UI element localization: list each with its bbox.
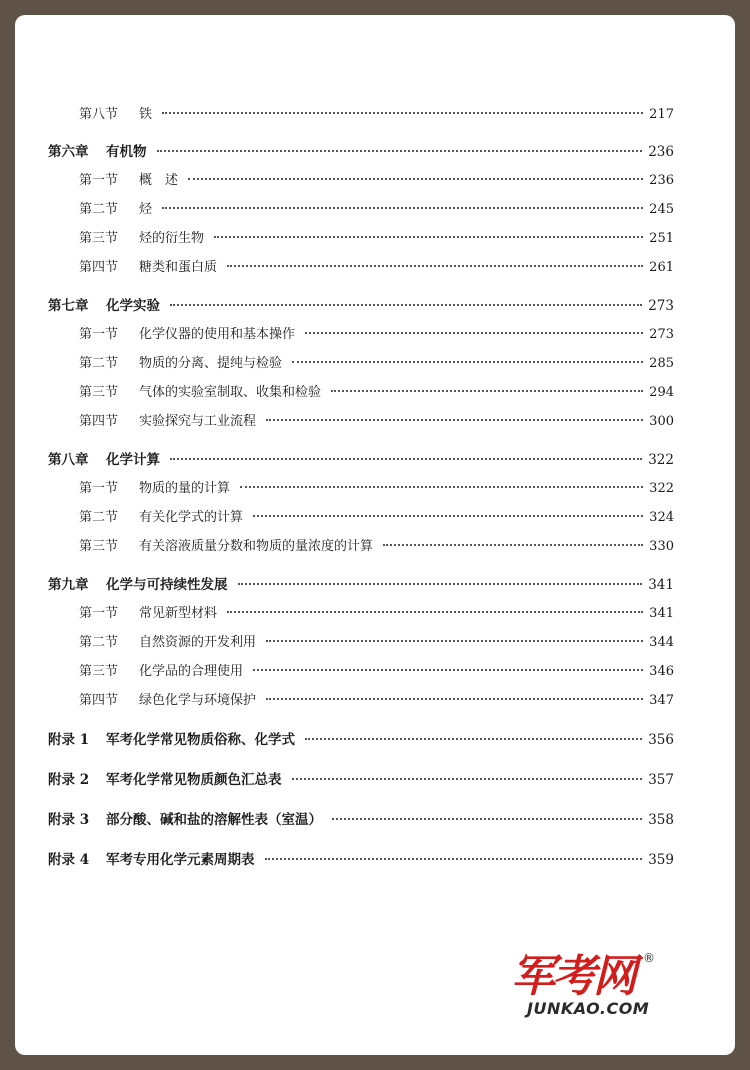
toc-entry-page-number: 330	[649, 539, 674, 554]
toc-entry-title: 化学实验	[106, 298, 160, 314]
dot-leader	[305, 737, 642, 740]
dot-leader	[266, 418, 643, 421]
toc-entry-number: 第四节	[79, 693, 119, 708]
toc-entry-number: 第三节	[79, 231, 119, 246]
registered-mark: ®	[643, 951, 655, 965]
toc-entry-number: 第二节	[79, 356, 119, 371]
toc-entry-title: 军考专用化学元素周期表	[106, 852, 255, 868]
dot-leader	[331, 389, 643, 392]
toc-entry-title: 化学仪器的使用和基本操作	[139, 327, 296, 342]
toc-entry-title: 化学与可持续性发展	[106, 577, 228, 593]
toc-entry-number: 第七章	[48, 298, 89, 314]
toc-entry-title: 有机物	[106, 144, 147, 160]
toc-entry-number: 第三节	[79, 385, 119, 400]
toc-chapter-entry[interactable]	[48, 143, 674, 161]
toc-entry-title: 实验探究与工业流程	[139, 414, 257, 429]
toc-entry-page-number: 322	[648, 452, 674, 468]
dot-leader	[292, 360, 643, 363]
toc-entry-number: 第一节	[79, 173, 119, 188]
toc-entry-number: 第三节	[79, 539, 119, 554]
toc-entry-number: 第一节	[79, 481, 119, 496]
toc-section-entry[interactable]	[48, 106, 674, 124]
toc-chapter-entry[interactable]	[48, 771, 674, 789]
toc-entry-page-number: 324	[649, 510, 674, 525]
dot-leader	[332, 817, 642, 820]
dot-leader	[214, 235, 643, 238]
toc-entry-title: 军考化学常见物质颜色汇总表	[106, 772, 282, 788]
toc-entry-page-number: 346	[649, 664, 674, 679]
toc-entry-title: 烃	[139, 202, 153, 217]
dot-leader	[266, 697, 643, 700]
toc-entry-number: 第四节	[79, 414, 119, 429]
dot-leader	[170, 303, 642, 306]
toc-section-entry[interactable]	[48, 326, 674, 344]
toc-entry-number: 第八节	[79, 107, 119, 122]
toc-entry-page-number: 300	[649, 414, 674, 429]
toc-section-entry[interactable]	[48, 201, 674, 219]
toc-entry-number: 附录 4	[48, 852, 90, 868]
toc-entry-page-number: 245	[649, 202, 674, 217]
toc-section-entry[interactable]	[48, 663, 674, 681]
logo-chinese-text: 军考网	[511, 951, 634, 1002]
dot-leader	[162, 206, 643, 209]
toc-entry-title: 糖类和蛋白质	[139, 260, 218, 275]
toc-entry-page-number: 357	[648, 772, 674, 788]
toc-entry-title: 部分酸、碱和盐的溶解性表（室温）	[106, 812, 322, 828]
toc-section-entry[interactable]	[48, 413, 674, 431]
junkao-logo[interactable]	[503, 953, 673, 1025]
dot-leader	[305, 331, 643, 334]
toc-section-entry[interactable]	[48, 509, 674, 527]
toc-entry-page-number: 341	[648, 577, 674, 593]
toc-entry-title: 自然资源的开发利用	[139, 635, 257, 650]
toc-entry-page-number: 217	[649, 107, 674, 122]
toc-entry-page-number: 236	[649, 173, 674, 188]
toc-chapter-entry[interactable]	[48, 297, 674, 315]
toc-entry-number: 第一节	[79, 606, 119, 621]
toc-entry-title: 铁	[139, 107, 153, 122]
dot-leader	[240, 485, 643, 488]
toc-entry-number: 第九章	[48, 577, 89, 593]
toc-entry-number: 第一节	[79, 327, 119, 342]
toc-chapter-entry[interactable]	[48, 451, 674, 469]
toc-entry-title: 化学计算	[106, 452, 160, 468]
toc-section-entry[interactable]	[48, 692, 674, 710]
toc-entry-title: 烃的衍生物	[139, 231, 205, 246]
dot-leader	[170, 457, 642, 460]
dot-leader	[253, 514, 643, 517]
toc-entry-page-number: 344	[649, 635, 674, 650]
toc-chapter-entry[interactable]	[48, 576, 674, 594]
toc-section-entry[interactable]	[48, 259, 674, 277]
dot-leader	[238, 582, 643, 585]
toc-entry-title: 有关化学式的计算	[139, 510, 244, 525]
toc-section-entry[interactable]	[48, 605, 674, 623]
dot-leader	[253, 668, 643, 671]
toc-entry-page-number: 285	[649, 356, 674, 371]
toc-entry-page-number: 347	[649, 693, 674, 708]
toc-entry-page-number: 261	[649, 260, 674, 275]
toc-page	[15, 15, 735, 1055]
toc-entry-title: 有关溶液质量分数和物质的量浓度的计算	[139, 539, 374, 554]
toc-chapter-entry[interactable]	[48, 811, 674, 829]
toc-entry-number: 第二节	[79, 635, 119, 650]
toc-entry-title: 气体的实验室制取、收集和检验	[139, 385, 322, 400]
toc-entry-number: 第八章	[48, 452, 89, 468]
toc-entry-page-number: 236	[648, 144, 674, 160]
toc-section-entry[interactable]	[48, 172, 674, 190]
toc-entry-number: 第二节	[79, 510, 119, 525]
toc-entry-page-number: 341	[649, 606, 674, 621]
dot-leader	[188, 177, 643, 180]
toc-entry-page-number: 358	[648, 812, 674, 828]
toc-section-entry[interactable]	[48, 355, 674, 373]
toc-entry-page-number: 273	[648, 298, 674, 314]
toc-entry-page-number: 356	[648, 732, 674, 748]
toc-entry-page-number: 359	[648, 852, 674, 868]
dot-leader	[227, 264, 643, 267]
toc-entry-page-number: 251	[649, 231, 674, 246]
dot-leader	[383, 543, 643, 546]
toc-entry-title: 物质的分离、提纯与检验	[139, 356, 283, 371]
toc-section-entry[interactable]	[48, 538, 674, 556]
toc-chapter-entry[interactable]	[48, 731, 674, 749]
dot-leader	[227, 610, 643, 613]
toc-entry-title: 化学品的合理使用	[139, 664, 244, 679]
toc-chapter-entry[interactable]	[48, 851, 674, 869]
dot-leader	[265, 857, 643, 860]
toc-entry-page-number: 322	[649, 481, 674, 496]
logo-english-text: JUNKAO.COM	[527, 999, 650, 1018]
toc-entry-number: 第三节	[79, 664, 119, 679]
toc-entry-number: 附录 2	[48, 772, 90, 788]
toc-entry-title: 概 述	[139, 173, 179, 188]
toc-entry-title: 绿色化学与环境保护	[139, 693, 257, 708]
toc-entry-title: 军考化学常见物质俗称、化学式	[106, 732, 295, 748]
toc-section-entry[interactable]	[48, 384, 674, 402]
dot-leader	[157, 149, 643, 152]
toc-entry-page-number: 294	[649, 385, 674, 400]
toc-section-entry[interactable]	[48, 480, 674, 498]
toc-entry-number: 第二节	[79, 202, 119, 217]
toc-section-entry[interactable]	[48, 230, 674, 248]
toc-entry-number: 附录 1	[48, 732, 90, 748]
toc-entry-number: 附录 3	[48, 812, 90, 828]
toc-entry-page-number: 273	[649, 327, 674, 342]
toc-entry-number: 第六章	[48, 144, 89, 160]
dot-leader	[292, 777, 643, 780]
toc-entry-title: 常见新型材料	[139, 606, 218, 621]
dot-leader	[162, 111, 643, 114]
toc-entry-number: 第四节	[79, 260, 119, 275]
dot-leader	[266, 639, 643, 642]
toc-entry-title: 物质的量的计算	[139, 481, 231, 496]
toc-section-entry[interactable]	[48, 634, 674, 652]
